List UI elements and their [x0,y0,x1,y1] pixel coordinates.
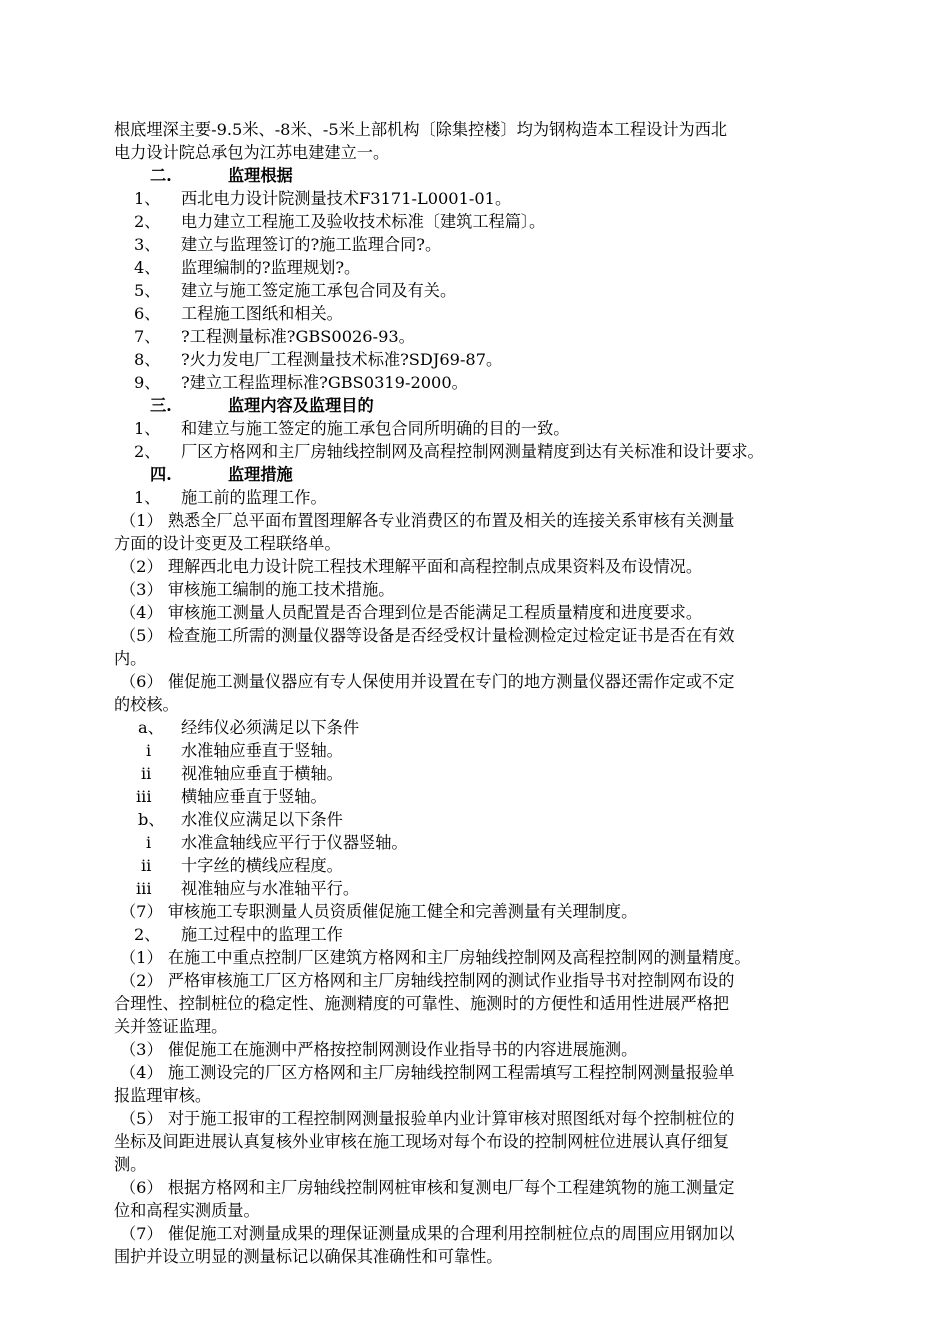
item-text: 施工前的监理工作。 [181,488,327,507]
document-page [114,118,874,1268]
paragraph-line: 的校核。 [114,695,179,714]
item-number: 2、 [134,212,161,231]
paragraph-line: （3） 催促施工在施测中严格按控制网测设作业指导书的内容进展施测。 [120,1040,638,1059]
item-number: 6、 [134,304,161,323]
item-text: 施工过程中的监理工作 [181,925,343,944]
paragraph-line: （1） 熟悉全厂总平面布置图理解各专业消费区的布置及相关的连接关系审核有关测量 [120,511,735,530]
paragraph-line: （7） 审核施工专职测量人员资质催促施工健全和完善测量有关理制度。 [120,902,638,921]
item-number: iii [136,787,152,806]
item-number: 2、 [134,442,161,461]
paragraph-line: 报监理审核。 [114,1086,212,1105]
item-number: 1、 [134,189,161,208]
section-title: 监理内容及监理目的 [228,396,374,415]
list-item [114,371,874,394]
item-text: 水准盒轴线应平行于仪器竖轴。 [181,833,408,852]
item-number: ii [141,856,152,875]
section-title: 监理措施 [228,465,293,484]
list-item [114,440,874,463]
paragraph-line: 方面的设计变更及工程联络单。 [114,534,341,553]
list-item [114,325,874,348]
item-text: 水准仪应满足以下条件 [181,810,343,829]
paragraph-line: （2） 理解西北电力设计院工程技术理解平面和高程控制点成果资料及布设情况。 [120,557,703,576]
item-text: 西北电力设计院测量技术F3171-L0001-01。 [181,189,512,208]
item-number: i [146,833,152,852]
list-item [114,854,874,877]
list-item [114,877,874,900]
section-heading-2 [114,164,874,187]
list-item [114,831,874,854]
item-number: iii [136,879,152,898]
paragraph-line: （6） 催促施工测量仪器应有专人保使用并设置在专门的地方测量仪器还需作定或不定 [120,672,735,691]
list-item [114,210,874,233]
section-number: 二. [150,166,172,185]
item-text: 监理编制的?监理规划?。 [181,258,361,277]
section-heading-4 [114,463,874,486]
item-text: ?工程测量标准?GBS0026-93。 [181,327,415,346]
item-text: 横轴应垂直于竖轴。 [181,787,327,806]
section-title: 监理根据 [228,166,293,185]
list-item [114,785,874,808]
item-text: 建立与施工签定施工承包合同及有关。 [181,281,457,300]
list-item [114,256,874,279]
item-number: b、 [138,810,165,829]
paragraph-line: （6） 根据方格网和主厂房轴线控制网桩审核和复测电厂每个工程建筑物的施工测量定 [120,1178,735,1197]
list-item [114,762,874,785]
paragraph-line: （5） 对于施工报审的工程控制网测量报验单内业计算审核对照图纸对每个控制桩位的 [120,1109,735,1128]
paragraph-line: 关并签证监理。 [114,1017,228,1036]
list-item [114,348,874,371]
paragraph-line: 内。 [114,649,147,668]
paragraph-line: （3） 审核施工编制的施工技术措施。 [120,580,395,599]
item-text: 厂区方格网和主厂房轴线控制网及高程控制网测量精度到达有关标准和设计要求。 [181,442,764,461]
intro-line-1: 根底埋深主要-9.5米、-8米、-5米上部机构〔除集控楼〕均为钢构造本工程设计为西北 [114,120,728,139]
list-item [114,417,874,440]
paragraph-line: （4） 审核施工测量人员配置是否合理到位是否能满足工程质量精度和进度要求。 [120,603,703,622]
item-text: 水准轴应垂直于竖轴。 [181,741,343,760]
paragraph-line: （5） 检查施工所需的测量仪器等设备是否经受权计量检测检定过检定证书是否在有效 [120,626,735,645]
item-text: 工程施工图纸和相关。 [181,304,343,323]
item-number: 1、 [134,488,161,507]
list-item [114,279,874,302]
item-number: 5、 [134,281,161,300]
item-number: i [146,741,152,760]
list-item [114,486,874,509]
paragraph-line: 坐标及间距进展认真复核外业审核在施工现场对每个布设的控制网桩位进展认真仔细复 [114,1132,730,1151]
section-heading-3 [114,394,874,417]
item-number: 7、 [134,327,161,346]
sub-list-heading [114,808,874,831]
section-number: 三. [150,396,172,415]
item-text: 视准轴应与水准轴平行。 [181,879,360,898]
item-number: 8、 [134,350,161,369]
item-text: 建立与监理签订的?施工监理合同?。 [181,235,442,254]
item-text: 经纬仪必须满足以下条件 [181,718,360,737]
item-text: ?建立工程监理标准?GBS0319-2000。 [181,373,468,392]
paragraph-line: （7） 催促施工对测量成果的理保证测量成果的合理利用控制桩位点的周围应用钢加以 [120,1224,735,1243]
item-number: 2、 [134,925,161,944]
item-number: a、 [138,718,164,737]
item-number: 9、 [134,373,161,392]
section-number: 四. [150,465,172,484]
paragraph-line: 测。 [114,1155,147,1174]
item-number: 1、 [134,419,161,438]
list-item [114,233,874,256]
list-item [114,739,874,762]
list-item [114,923,874,946]
paragraph-line: 位和高程实测质量。 [114,1201,260,1220]
paragraph-line: （4） 施工测设完的厂区方格网和主厂房轴线控制网工程需填写工程控制网测量报验单 [120,1063,735,1082]
item-text: 十字丝的横线应程度。 [181,856,343,875]
item-text: 和建立与施工签定的施工承包合同所明确的目的一致。 [181,419,570,438]
list-item [114,302,874,325]
item-text: ?火力发电厂工程测量技术标准?SDJ69-87。 [181,350,503,369]
list-item [114,187,874,210]
item-text: 电力建立工程施工及验收技术标准〔建筑工程篇〕。 [181,212,546,231]
item-number: 4、 [134,258,161,277]
paragraph-line: 合理性、控制桩位的稳定性、施测精度的可靠性、施测时的方便性和适用性进展严格把 [114,994,730,1013]
paragraph-line: 围护并设立明显的测量标记以确保其准确性和可靠性。 [114,1247,503,1266]
paragraph-line: （2） 严格审核施工厂区方格网和主厂房轴线控制网的测试作业指导书对控制网布设的 [120,971,735,990]
paragraph-line: （1） 在施工中重点控制厂区建筑方格网和主厂房轴线控制网及高程控制网的测量精度。 [120,948,751,967]
intro-line-2: 电力设计院总承包为江苏电建建立一。 [114,143,390,162]
item-number: ii [141,764,152,783]
sub-list-heading [114,716,874,739]
item-text: 视准轴应垂直于横轴。 [181,764,343,783]
item-number: 3、 [134,235,161,254]
